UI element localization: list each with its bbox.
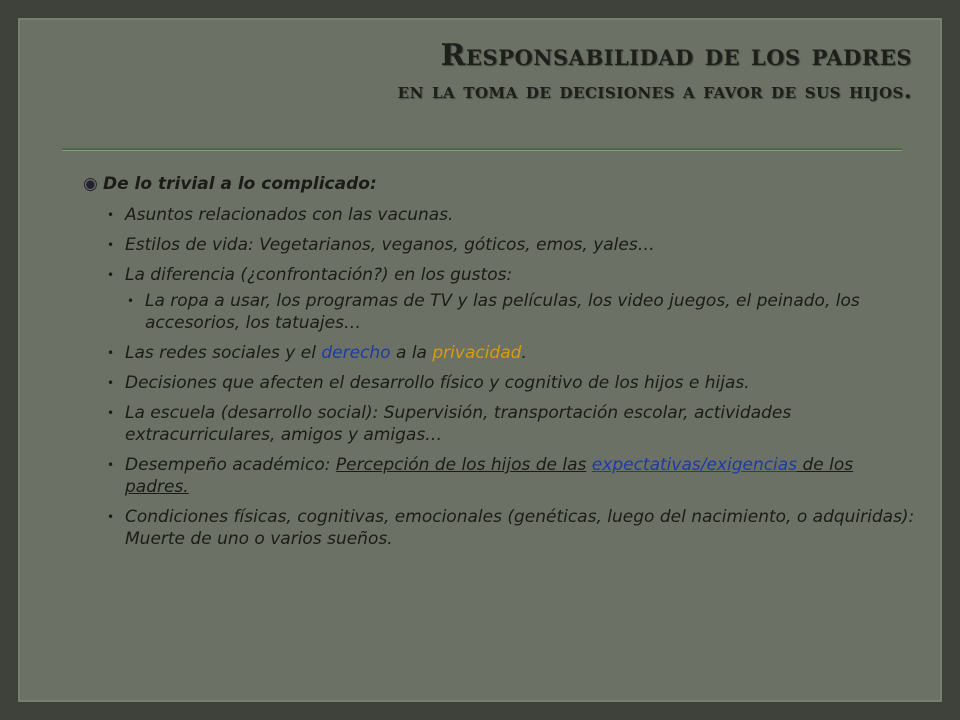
sub-list-item-text: La ropa a usar, los programas de TV y las películas, los video juegos, el peinado, los accesorios, los tatuajes… — [145, 291, 860, 333]
heading-bullet — [85, 172, 915, 196]
bullet-icon: • — [107, 268, 115, 282]
highlight-derecho: derecho — [321, 343, 391, 363]
list-item-text: Condiciones físicas, cognitivas, emocionales (genéticas, luego del nacimiento, o adquiridas): Muerte de uno o varios sueños. — [125, 507, 915, 549]
academic-prefix: Desempeño académico: — [125, 455, 336, 475]
list-item — [85, 506, 915, 550]
highlight-privacidad: privacidad — [432, 343, 522, 363]
list-item — [85, 204, 915, 226]
list-item — [85, 372, 915, 394]
title-line-1: Responsabilidad de los padres — [440, 38, 912, 73]
list-item-text: La diferencia (¿confrontación?) en los gustos: — [125, 265, 513, 285]
academic-link-part1[interactable]: Percepción de los hijos de las — [335, 455, 587, 475]
heading-text: De lo trivial a lo complicado: — [103, 174, 377, 194]
bullet-icon: • — [107, 406, 115, 420]
list-item — [85, 342, 915, 364]
bullet-list — [85, 204, 915, 550]
privacy-middle: a la — [390, 343, 433, 363]
list-item-text: Asuntos relacionados con las vacunas. — [125, 205, 454, 225]
list-item-text: La escuela (desarrollo social): Supervisión, transportación escolar, actividades extracurriculares, amigos y amigas… — [125, 403, 792, 445]
privacy-suffix: . — [521, 343, 527, 363]
academic-suffix: de los padres. — [125, 455, 854, 497]
bullet-icon: • — [107, 510, 115, 524]
privacy-prefix: Las redes sociales y el — [125, 343, 322, 363]
bullet-icon: ◉ — [83, 174, 98, 194]
list-item — [85, 454, 915, 498]
sub-list-item — [85, 290, 915, 334]
bullet-icon: • — [107, 376, 115, 390]
bullet-icon: • — [107, 208, 115, 222]
bullet-icon: • — [107, 458, 115, 472]
title-divider — [62, 148, 902, 151]
bullet-icon: • — [127, 294, 135, 308]
list-item — [85, 264, 915, 286]
list-item — [85, 402, 915, 446]
title-line-2: en la toma de decisiones a favor de sus hijos. — [397, 78, 912, 104]
bullet-icon: • — [107, 238, 115, 252]
bullet-icon: • — [107, 346, 115, 360]
slide-title — [120, 38, 912, 108]
list-item-text: Decisiones que afecten el desarrollo físico y cognitivo de los hijos e hijas. — [125, 373, 750, 393]
list-item-text: Estilos de vida: Vegetarianos, veganos, góticos, emos, yales… — [125, 235, 655, 255]
list-item — [85, 234, 915, 256]
academic-link-part2[interactable]: expectativas/exigencias — [591, 455, 798, 475]
slide-content — [85, 172, 915, 550]
